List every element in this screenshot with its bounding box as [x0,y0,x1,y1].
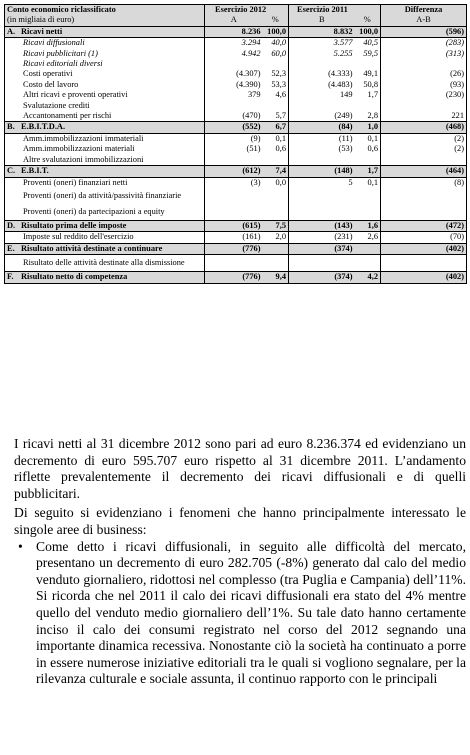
pct-2011: 100,0 [355,26,381,37]
table-row [5,133,467,144]
pct-2011 [355,255,381,272]
paragraph-revenue-summary: I ricavi netti al 31 dicembre 2012 sono pari ad euro 8.236.374 ed evidenziano un decremento di euro 595.707 euro rispetto al 31 dicembre 2011. L’andamento riflette prevalentemente il decremento dei ricavi diffusionali e di quelli pubblicitari. [14,436,466,501]
table-row [5,90,467,100]
value-diff: (93) [450,79,465,89]
table-row [5,272,467,283]
value-2012 [205,59,263,69]
value-diff: 221 [451,111,465,121]
bullet-icon: • [18,538,23,554]
pct-2012 [263,155,289,166]
value-2011: (374) [289,243,355,254]
pct-2012 [263,59,289,69]
table-row [5,177,467,188]
value-diff: (2) [454,133,465,143]
value-diff [381,255,467,272]
value-2012: (776) [205,272,263,283]
value-diff: (313) [445,48,465,58]
value-2012: (612) [205,166,263,177]
row-label [5,220,205,231]
value-2012 [205,101,263,111]
value-2012 [205,255,263,272]
table-row [5,155,467,166]
pct-2011 [355,59,381,69]
table-header-row-2 [5,15,467,26]
table-row [5,69,467,79]
value-2011 [289,255,355,272]
pct-2012: 9,4 [263,272,289,283]
pct-2011: 40,5 [355,38,381,49]
value-diff [381,188,467,204]
value-2011 [289,59,355,69]
row-label [5,166,205,177]
pct-2011 [355,204,381,221]
value-diff: (70) [450,232,465,242]
pct-2011 [355,101,381,111]
pct-2011: 49,1 [355,69,381,79]
value-diff: (283) [445,38,465,48]
value-2011: (143) [289,220,355,231]
pct-2012: 4,6 [263,90,289,100]
pct-2012: 2,0 [263,232,289,243]
pct-2011: 50,8 [355,80,381,90]
value-2011: (231) [334,232,353,242]
pct-2012: 6,7 [263,122,289,133]
value-2011: 149 [339,90,353,100]
row-code: B. [7,122,15,132]
pct-2011: 1,7 [355,166,381,177]
row-label [5,26,205,37]
value-diff: (2) [454,144,465,154]
value-diff [381,204,467,221]
row-label: Proventi (oneri) finanziari netti [5,177,205,188]
table-row [5,122,467,133]
value-2012: (470) [205,111,263,122]
header-2012: Esercizio 2012 [205,5,289,16]
header-2012-sub: A [205,15,263,26]
value-diff: (26) [450,69,465,79]
row-label: Accantonamenti per rischi [5,111,205,122]
table-row [5,188,467,204]
bullet-item-diffusion [14,539,466,688]
income-statement-table [4,4,467,284]
row-label: Risultato delle attività destinate alla dismissione [5,255,205,272]
value-2011 [289,101,355,111]
row-label: Ricavi diffusionali [5,38,205,49]
row-label: Proventi (oneri) da attività/passività finanziarie [5,188,205,204]
pct-2012: 0,1 [263,133,289,144]
header-pct-a: % [263,15,289,26]
value-2011: (249) [334,111,353,121]
pct-2012: 7,5 [263,220,289,231]
pct-2011: 1,7 [355,90,381,100]
row-code: E. [7,243,15,253]
pct-2012 [263,255,289,272]
value-diff: (402) [381,243,467,254]
table-row [5,26,467,37]
pct-2012: 7,4 [263,166,289,177]
row-label-text: Risultato prima delle imposte [21,220,127,230]
table-row [5,204,467,221]
table-row [5,59,467,69]
value-diff: (472) [381,220,467,231]
value-2011: (11) [338,133,353,143]
value-2011 [289,155,355,166]
pct-2012: 5,7 [263,111,289,122]
table-row [5,144,467,154]
row-label-text: Ricavi netti [21,26,63,36]
header-diff: Differenza [381,5,467,16]
pct-2012 [263,204,289,221]
row-label: Proventi (oneri) da partecipazioni a equity [5,204,205,221]
pct-2011: 0,6 [355,144,381,154]
value-diff [381,101,467,111]
value-2012 [205,188,263,204]
row-label: Altri ricavi e proventi operativi [5,90,205,100]
value-2011: 5 [348,177,353,187]
paragraph-business-areas: Di seguito si evidenziano i fenomeni che hanno principalmente interessato le singole aree di business: [14,505,466,537]
pct-2011: 59,5 [355,49,381,59]
row-label-text: E.B.I.T.D.A. [21,122,66,132]
table-row [5,232,467,243]
pct-2011: 0,1 [355,177,381,188]
value-diff: (230) [445,90,465,100]
value-2011 [289,204,355,221]
commentary-text [14,436,466,688]
row-label-text: Risultato netto di competenza [21,272,128,282]
row-label: Amm.immobilizzazioni immateriali [5,133,205,144]
value-2011: (374) [289,272,355,283]
bullet-text: Come detto i ricavi diffusionali, in seguito alle difficoltà del mercato, presentano un decremento di euro 282.705 (-8%) generato dal calo del medio venduto giornaliero, ridottosi nel complesso (tra Puglia e Campania) dell’11%. Si ricorda che nel 2011 il calo dei ricavi diffusionali era stato del 4% mentre quello del venduto medio giornaliero dell’1%. Su tale dato hanno certamente inciso il calo dei consumi registrato nel corso del 2012 segnando una importante dinamica recessiva. Nonostante ciò la società ha continuato a porre in essere numerose iniziative editoriali tra le quali si vogliono segnalare, per la rilevanza culturale e sociale assunta, il continuo rapporto con le principali [36,538,466,687]
value-2011: 8.832 [289,26,355,37]
pct-2011: 1,6 [355,220,381,231]
pct-2012: 0,6 [263,144,289,154]
pct-2012: 40,0 [263,38,289,49]
table-row [5,220,467,231]
row-label: Costi operativi [5,69,205,79]
pct-2012 [263,188,289,204]
value-2012 [205,155,263,166]
row-label [5,122,205,133]
table-row [5,80,467,90]
row-code: D. [7,220,16,230]
row-label: Ricavi editoriali diversi [5,59,205,69]
value-2012: (3) [205,177,263,188]
row-label [5,243,205,254]
table-row [5,166,467,177]
value-2012: (615) [205,220,263,231]
row-label: Svalutazione crediti [5,101,205,111]
table-title: Conto economico riclassificato [5,5,205,16]
value-2011: (4.483) [328,79,353,89]
value-diff: (596) [381,26,467,37]
value-2012: 3.294 [205,38,263,49]
value-2012: 4.942 [205,49,263,59]
value-2012: 379 [205,90,263,100]
pct-2012: 100,0 [263,26,289,37]
value-2012 [205,204,263,221]
row-label-text: Risultato attività destinate a continuare [21,243,163,253]
row-label-text: E.B.I.T. [21,166,49,176]
income-statement-table-wrapper [4,4,466,284]
table-row [5,38,467,49]
value-2012: (9) [205,133,263,144]
value-2011: (4.333) [328,69,353,79]
value-2012: (51) [205,144,263,154]
pct-2011: 2,6 [355,232,381,243]
row-code: C. [7,166,16,176]
value-2011: (84) [289,122,355,133]
pct-2011 [355,243,381,254]
pct-2012: 53,3 [263,80,289,90]
value-2011: (148) [289,166,355,177]
pct-2011: 0,1 [355,133,381,144]
pct-2011: 1,0 [355,122,381,133]
value-diff: (468) [381,122,467,133]
value-2011: (53) [338,144,353,154]
pct-2011 [355,188,381,204]
value-2011: 5.255 [333,48,353,58]
row-label: Costo del lavoro [5,80,205,90]
table-subtitle: (in migliaia di euro) [5,15,205,26]
row-label [5,272,205,283]
header-pct-b: % [355,15,381,26]
table-row [5,111,467,122]
table-row [5,255,467,272]
pct-2012 [263,101,289,111]
row-label: Imposte sul reddito dell'esercizio [5,232,205,243]
pct-2011: 4,2 [355,272,381,283]
row-code: A. [7,26,16,36]
pct-2012: 60,0 [263,49,289,59]
value-2011 [289,188,355,204]
pct-2012 [263,243,289,254]
value-2012: (776) [205,243,263,254]
table-row [5,243,467,254]
row-label: Amm.immobilizzazioni materiali [5,144,205,154]
value-diff [381,155,467,166]
bullet-list [14,539,466,688]
value-2012: (552) [205,122,263,133]
pct-2011 [355,155,381,166]
pct-2012: 52,3 [263,69,289,79]
table-row [5,49,467,59]
value-diff: (8) [454,177,465,187]
value-2012: (4.390) [205,80,263,90]
pct-2012: 0,0 [263,177,289,188]
header-2011-sub: B [289,15,355,26]
value-diff [381,59,467,69]
header-2011: Esercizio 2011 [289,5,381,16]
value-2011: 3.577 [333,38,353,48]
row-label: Ricavi pubblicitari (1) [5,49,205,59]
value-2012: (161) [205,232,263,243]
pct-2011: 2,8 [355,111,381,122]
table-row [5,101,467,111]
table-body [5,5,467,284]
value-diff: (464) [381,166,467,177]
row-label: Altre svalutazioni immobilizzazioni [5,155,205,166]
value-2012: (4.307) [205,69,263,79]
header-diff-sub: A-B [381,15,467,26]
row-code: F. [7,272,14,282]
table-header-row-1 [5,5,467,16]
value-diff: (402) [381,272,467,283]
value-2012: 8.236 [205,26,263,37]
